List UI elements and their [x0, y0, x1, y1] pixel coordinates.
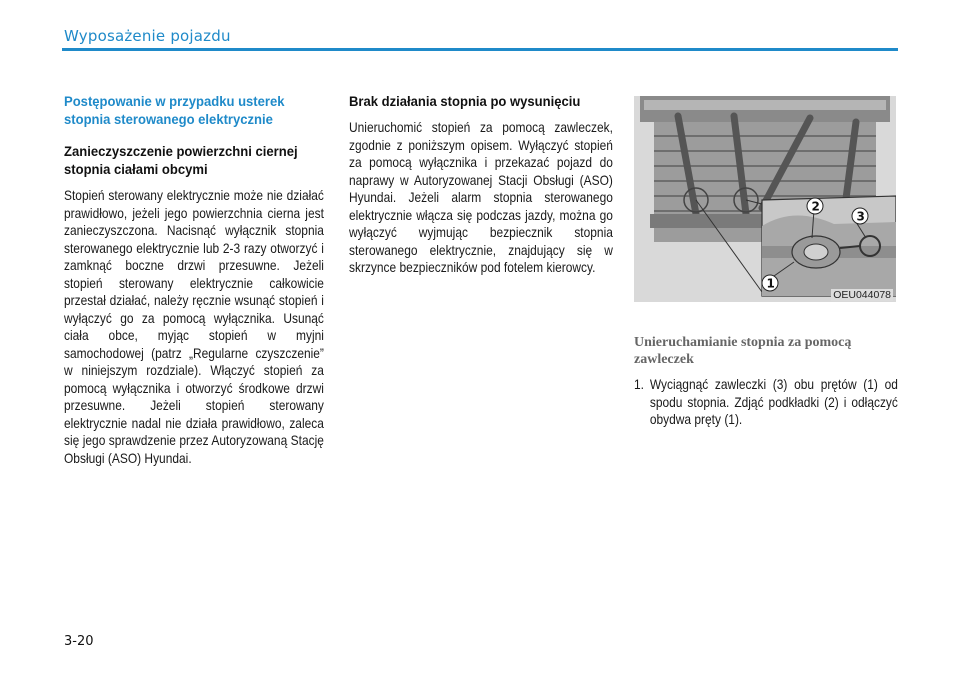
column-left	[64, 93, 324, 467]
callout-1: 1	[766, 276, 775, 291]
subsection-title-not-working: Brak działania stopnia po wysunięciu	[349, 94, 581, 110]
list-number: 1.	[634, 377, 644, 392]
callout-3: 3	[856, 209, 865, 224]
subsection-title-pins: Unieruchamianie stopnia za pomocą zawleczek	[634, 335, 852, 367]
section-title: Postępowanie w przypadku usterek stopnia sterowanego elektrycznie	[64, 94, 285, 128]
callout-2: 2	[811, 199, 820, 214]
column-right	[634, 96, 898, 429]
list-text: Wyciągnąć zawleczki (3) obu prętów (1) od spodu stopnia. Zdjąć podkładki (2) i odłączyć obydwa pręty (1).	[649, 377, 898, 427]
running-header: Wyposażenie pojazdu	[64, 27, 231, 45]
column-middle	[349, 93, 613, 277]
step-illustration	[634, 96, 896, 302]
paragraph-debris: Stopień sterowany elektrycznie może nie działać prawidłowo, jeżeli jego powierzchnia cierna jest zanieczyszczona. Nacisnąć wyłącznik stopnia sterowanego elektrycznie lub 2-3 razy otworzyć i zamknąć boczne drzwi przesuwne. Jeżeli stopień sterowany elektrycznie całkowicie przestał działać, należy ręcznie wsunąć stopień i wyłączyć go za pomocą wyłącznika. Usunąć ciała obce, myjąc stopień w myjni samochodowej (patrz „Regularne czyszczenie” w niniejszym rozdziale). Włączyć stopień za pomocą wyłącznika i otworzyć środkowe drzwi przesuwne. Jeżeli stopień sterowany elektrycznie nadal nie działa prawidłowo, zaleca się jego sprawdzenie przez Autoryzowaną Stację Obsługi (ASO) Hyundai.	[64, 188, 324, 466]
page-number: 3-20	[64, 634, 94, 649]
subsection-title-debris: Zanieczyszczenie powierzchni ciernej stopnia ciałami obcymi	[64, 144, 298, 178]
paragraph-not-working: Unieruchomić stopień za pomocą zawleczek, zgodnie z poniższym opisem. Wyłączyć stopień za pomocą wyłącznika i przekazać pojazd do naprawy w Autoryzowanej Stacji Obsługi (ASO) Hyundai. Jeżeli alarm stopnia sterowanego elektrycznie włącza się podczas jazdy, można go wyłączyć wyjmując bezpiecznik stopnia sterowanego elektrycznie, znajdujący się w skrzynce bezpieczników pod fotelem kierowcy.	[349, 120, 613, 275]
header-rule	[62, 48, 898, 51]
figure-step-pins	[634, 96, 896, 302]
figure-code: OEU044078	[833, 289, 891, 301]
list-item	[634, 376, 898, 429]
